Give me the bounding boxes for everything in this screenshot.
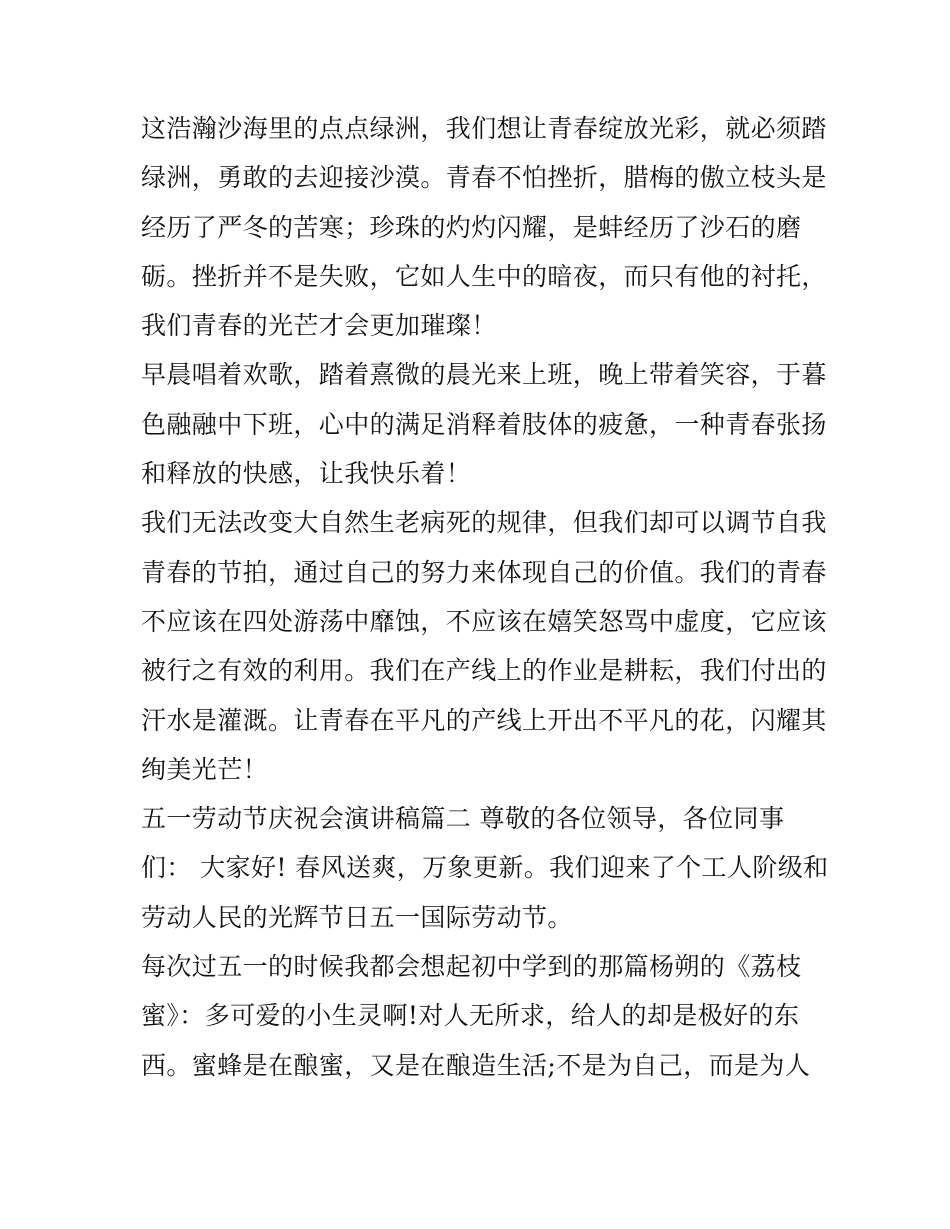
text-line: 蜜》：多可爱的小生灵啊!对人无所求，给人的却是极好的东 <box>141 1001 800 1031</box>
text-line: 色融融中下班，心中的满足消释着肢体的疲惫，一种青春张扬 <box>141 409 827 439</box>
text-line: 和释放的快感，让我快乐着！ <box>141 459 472 489</box>
text-line: 不应该在四处游荡中靡蚀，不应该在嬉笑怒骂中虚度，它应该 <box>141 606 827 636</box>
text-line: 西。蜜蜂是在酿蜜，又是在酿造生活;不是为自己，而是为人 <box>141 1050 811 1080</box>
text-line: 绚美光芒！ <box>141 754 269 784</box>
text-line: 这浩瀚沙海里的点点绿洲，我们想让青春绽放光彩，就必须踏 <box>141 114 827 143</box>
text-line: 早晨唱着欢歌，踏着熹微的晨光来上班，晚上带着笑容，于暮 <box>141 360 827 390</box>
text-line: 我们无法改变大自然生老病死的规律，但我们却可以调节自我 <box>141 508 827 538</box>
text-line: 汗水是灌溉。让青春在平凡的产线上开出不平凡的花，闪耀其 <box>141 705 827 735</box>
text-line: 被行之有效的利用。我们在产线上的作业是耕耘，我们付出的 <box>141 656 827 686</box>
text-line: 五一劳动节庆祝会演讲稿篇二 尊敬的各位领导，各位同事 <box>141 804 785 834</box>
text-line: 经历了严冬的苦寒；珍珠的灼灼闪耀，是蚌经历了沙石的磨 <box>141 212 802 242</box>
text-line: 绿洲，勇敢的去迎接沙漠。青春不怕挫折，腊梅的傲立枝头是 <box>141 163 827 193</box>
text-line: 我们青春的光芒才会更加璀璨！ <box>141 311 497 341</box>
document-body <box>141 104 829 1090</box>
text-line: 青春的节拍，通过自己的努力来体现自己的价值。我们的青春 <box>141 557 827 587</box>
text-line: 每次过五一的时候我都会想起初中学到的那篇杨朔的《荔枝 <box>141 952 802 982</box>
text-line: 劳动人民的光辉节日五一国际劳动节。 <box>141 902 573 932</box>
text-line: 们： 大家好! 春风送爽，万象更新。我们迎来了个工人阶级和 <box>141 853 829 883</box>
text-line: 砺。挫折并不是失败，它如人生中的暗夜，而只有他的衬托， <box>141 261 827 291</box>
